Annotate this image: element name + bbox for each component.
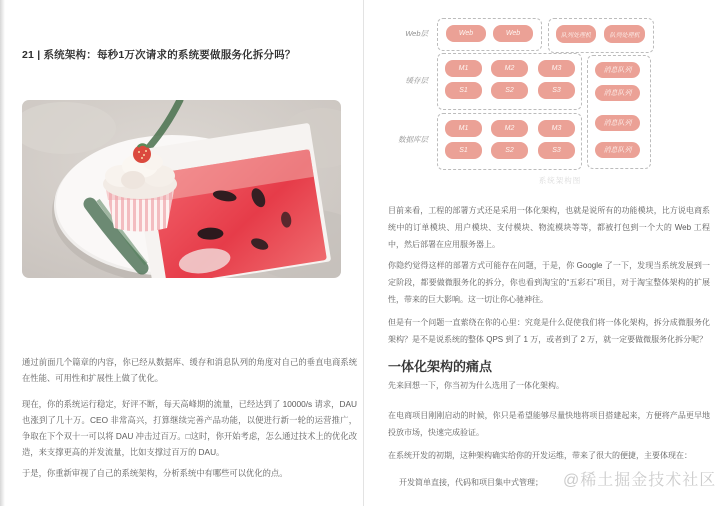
message-queue-3: 消息队列 — [595, 115, 640, 131]
cache-slave-2: S2 — [491, 82, 528, 99]
db-slave-2: S2 — [491, 142, 528, 159]
queue-processor-1: 队列处理机 — [556, 25, 596, 43]
bullet-item-1: 开发简单直接，代码和项目集中式管理； — [399, 478, 543, 487]
db-slave-1: S1 — [445, 142, 482, 159]
architecture-diagram — [380, 12, 665, 190]
db-master-1: M1 — [445, 120, 482, 137]
cache-layer-label: 缓存层 — [405, 76, 428, 85]
diagram-caption: 系统架构图 — [538, 176, 582, 185]
section-heading: 一体化架构的痛点 — [388, 359, 493, 374]
web-layer-label: Web层 — [405, 29, 428, 38]
photo-illustration — [22, 100, 341, 278]
web-node-1: Web — [446, 25, 486, 42]
column-divider — [363, 0, 364, 506]
db-layer-label: 数据库层 — [398, 135, 428, 144]
page-edge-shade — [0, 0, 5, 506]
cache-slave-1: S1 — [445, 82, 482, 99]
watermark: @稀土掘金技术社区 — [563, 472, 717, 489]
cache-master-2: M2 — [491, 60, 528, 77]
queue-processor-2: 队列处理机 — [604, 25, 645, 43]
page-title: 21 | 系统架构：每秒1万次请求的系统要做服务化拆分吗？ — [22, 49, 296, 61]
left-paragraph-1: 通过前面几个篇章的内容，你已经从数据库、缓存和消息队列的角度对自己的垂直电商系统在性能、可用性和扩展性上做了优化。 — [22, 357, 357, 383]
web-node-2: Web — [493, 25, 533, 42]
cache-slave-3: S3 — [538, 82, 575, 99]
left-paragraph-3: 于是，你重新审视了自己的系统架构，分析系统中有哪些可以优化的点。 — [22, 468, 288, 478]
right-paragraph-3: 但是有一个问题一直萦绕在你的心里：究竟是什么促使我们将一体化架构，拆分成微服务化架构？是不是说系统的整体 QPS 到了 1 万，或者到了 2 万，就一定要做微服务化拆分呢？ — [388, 318, 710, 344]
right-paragraph-1: 目前来看，工程的部署方式还是采用一体化架构，也就是说所有的功能模块，比方说电商系统中的订单模块、用户模块、支付模块、物流模块等等，都被打包到一个大的 Web 工程中，然后部署在应用服务器上。 — [388, 206, 710, 249]
db-master-2: M2 — [491, 120, 528, 137]
cache-master-1: M1 — [445, 60, 482, 77]
cache-master-3: M3 — [538, 60, 575, 77]
db-slave-3: S3 — [538, 142, 575, 159]
message-queue-4: 消息队列 — [595, 142, 640, 158]
right-paragraph-6: 在系统开发的初期，这种架构确实给你的开发运维，带来了很大的便捷，主要体现在： — [388, 451, 692, 460]
message-queue-2: 消息队列 — [595, 85, 640, 101]
article-photo-cupcake-watermelon — [22, 100, 341, 278]
right-paragraph-2: 你隐约觉得这样的部署方式可能存在问题，于是，你 Google 了一下，发现当系统发展到一定阶段，都要做微服务化的拆分，你也看到淘宝的“五彩石”项目，对于淘宝整体架构的扩展性，带来的巨大影响。这一切让你心驰神往。 — [388, 261, 710, 304]
right-paragraph-4: 先来回想一下，你当初为什么选用了一体化架构。 — [388, 381, 564, 390]
left-paragraph-2: 现在，你的系统运行稳定，好评不断，每天高峰期的流量，已经达到了 10000/s 请求，DAU 也涨到了几十万。CEO 非常高兴，打算继续完善产品功能，以便进行新一轮的运营推广，争取在下个双十一可以将 DAU 冲击过百万。□这时，你开始考虑，怎么通过技术上的优化改造，来支撑更高的并发流量，比如支撑过百万的 DAU。 — [22, 399, 357, 457]
message-queue-1: 消息队列 — [595, 62, 640, 78]
right-paragraph-5: 在电商项目刚刚启动的时候，你只是希望能够尽量快地将项目搭建起来，方便将产品更早地投放市场，快速完成验证。 — [388, 411, 710, 437]
db-master-3: M3 — [538, 120, 575, 137]
